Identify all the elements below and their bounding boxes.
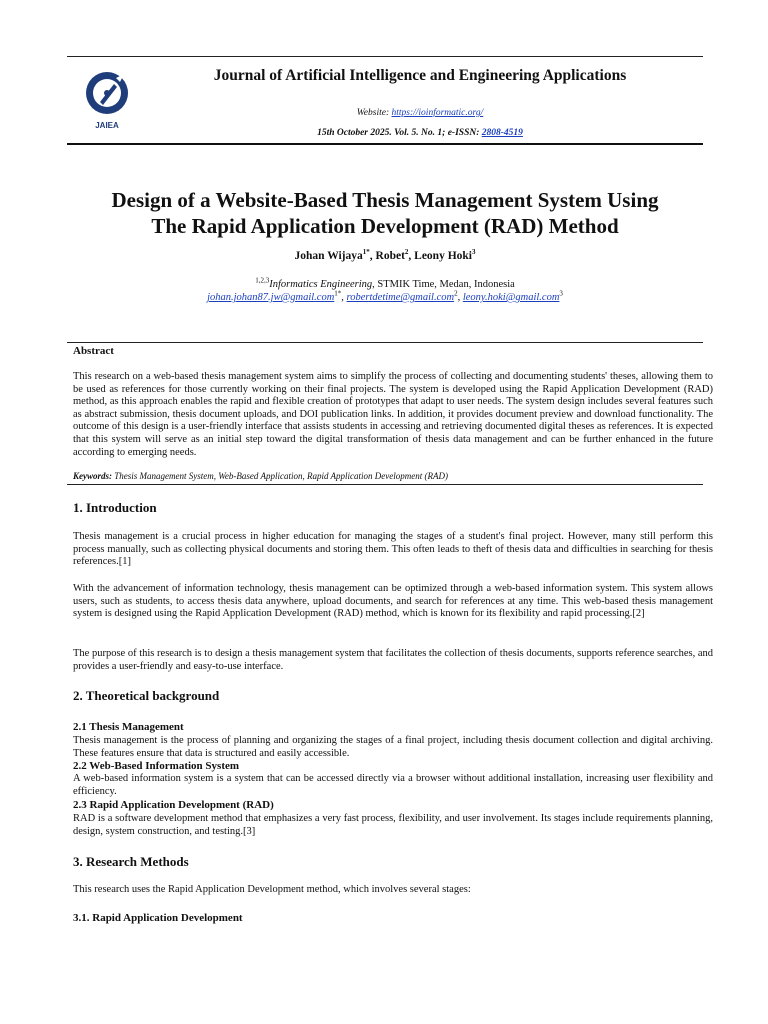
section-2-heading: 2. Theoretical background bbox=[73, 688, 220, 703]
website-line bbox=[150, 108, 690, 118]
title-line-1: Design of a Website-Based Thesis Management System Using bbox=[111, 188, 659, 212]
subsection-2-3-text: RAD is a software development method that emphasizes a very fast process, flexibility, and user involvement. Its stages include requirements planning, design, system construction, and testing.[3] bbox=[73, 813, 713, 837]
email-3-sup: 3 bbox=[559, 289, 563, 298]
abstract-bottom-rule bbox=[67, 484, 703, 485]
subsection-2-3-heading: 2.3 Rapid Application Development (RAD) bbox=[73, 799, 274, 811]
section-1-paragraph-2: With the advancement of information technology, thesis management can be optimized through a web-based information system. This system allows users, such as students, to access thesis data anywhere, upload documents, and search for references at any time. This web-based thesis management system is designed using the Rapid Application Development (RAD) method, which is known for its flexibility and rapid processing.[2] bbox=[73, 583, 713, 620]
author-2: Robet bbox=[375, 250, 405, 262]
website-label: Website: bbox=[356, 108, 392, 118]
email-3[interactable]: leony.hoki@gmail.com bbox=[462, 292, 560, 303]
section-3-heading: 3. Research Methods bbox=[73, 854, 189, 869]
logo-text: JAIEA bbox=[95, 121, 119, 130]
affil-rest: , STMIK Time, Medan, Indonesia bbox=[372, 279, 515, 290]
website-link[interactable]: https://ioinformatic.org/ bbox=[391, 108, 484, 118]
section-1-heading: 1. Introduction bbox=[73, 500, 157, 515]
section-3-text: This research uses the Rapid Application Development method, which involves several stages: bbox=[73, 884, 471, 895]
email-line: johan.johan87.jw@gmail.com$^{1*}$, robertdetime@gmail.com$^2$, leony.hoki@gmail.com$^3$ bbox=[207, 289, 563, 303]
affil-sup: 1,2,3 bbox=[255, 276, 270, 285]
keywords-text: Thesis Management System, Web-Based Application, Rapid Application Development (RAD) bbox=[112, 471, 449, 481]
abstract-heading: Abstract bbox=[73, 345, 114, 357]
header-top-rule bbox=[67, 56, 703, 57]
paper-title bbox=[67, 187, 703, 239]
email-1[interactable]: johan.johan87.jw@gmail.com bbox=[207, 292, 335, 303]
affil-dept: Informatics Engineering bbox=[269, 279, 373, 290]
keywords-label: Keywords: bbox=[73, 471, 112, 481]
section-1-paragraph-1: Thesis management is a crucial process in higher education for managing the stages of a student's final project. However, many still perform this process manually, such as collecting physical documents and storing them. This often leads to theft of thesis data and difficulties in searching for thesis references.[1] bbox=[73, 531, 713, 568]
author-1-sup: 1* bbox=[362, 248, 370, 257]
issue-line bbox=[150, 128, 690, 138]
author-3: Leony Hoki bbox=[414, 250, 472, 262]
email-2-sup: 2 bbox=[454, 289, 458, 298]
abstract-text: This research on a web-based thesis management system aims to simplify the process of collecting and documenting students' theses, allowing them to be used as references for those currently working on their final projects. The system is developed using the Rapid Application Development (RAD) method, as this approach enables the rapid and flexible creation of prototypes that adapt to user needs. The system design includes several features such as abstract submission, thesis document uploads, and DOI publication links. In addition, it provides document preview and download functionality. The outcome of this design is a user-friendly interface that assists students in accessing and retrieving documented digital theses as references. It is expected that this system will serve as an initial step toward the digital transformation of thesis data management and can be further enhanced in the future according to emerging needs. bbox=[73, 371, 713, 458]
email-1-sup: 1* bbox=[334, 289, 342, 298]
section-1-paragraph-3: The purpose of this research is to design a thesis management system that facilitates the collection of thesis documents, supports reference searches, and provides a user-friendly and easy-to-use interface. bbox=[73, 648, 713, 672]
journal-title: Journal of Artificial Intelligence and Engineering Applications bbox=[213, 67, 627, 84]
author-3-sup: 3 bbox=[472, 248, 476, 257]
journal-logo-icon bbox=[80, 68, 134, 132]
issue-text: 15th October 2025. Vol. 5. No. 1; e-ISSN: bbox=[317, 128, 482, 138]
author-2-sup: 2 bbox=[404, 248, 409, 257]
header-bottom-rule bbox=[67, 143, 703, 145]
subsection-2-2-text: A web-based information system is a system that can be accessed directly via a browser without additional installation, increasing user flexibility and efficiency. bbox=[73, 773, 713, 797]
affiliations bbox=[67, 278, 703, 304]
affiliation-line bbox=[67, 278, 703, 291]
abstract-top-rule bbox=[67, 342, 703, 343]
keywords-line bbox=[73, 471, 448, 481]
author-1: Johan Wijaya bbox=[294, 250, 363, 262]
issn-link[interactable]: 2808-4519 bbox=[481, 128, 523, 138]
subsection-3-1-heading: 3.1. Rapid Application Development bbox=[73, 912, 243, 924]
author-list: Johan Wijaya$^{1*}$, Robet$^2$, Leony Hoki$^3$ bbox=[294, 248, 476, 262]
email-2[interactable]: robertdetime@gmail.com bbox=[346, 292, 455, 303]
subsection-2-1-heading: 2.1 Thesis Management bbox=[73, 721, 184, 733]
title-line-2: The Rapid Application Development (RAD) Method bbox=[151, 214, 619, 238]
subsection-2-1-text: Thesis management is the process of planning and organizing the stages of a final project, including thesis document collection and digital archiving. These features ensure that data is structured and easily accessible. bbox=[73, 735, 713, 759]
subsection-2-2-heading: 2.2 Web-Based Information System bbox=[73, 760, 240, 772]
